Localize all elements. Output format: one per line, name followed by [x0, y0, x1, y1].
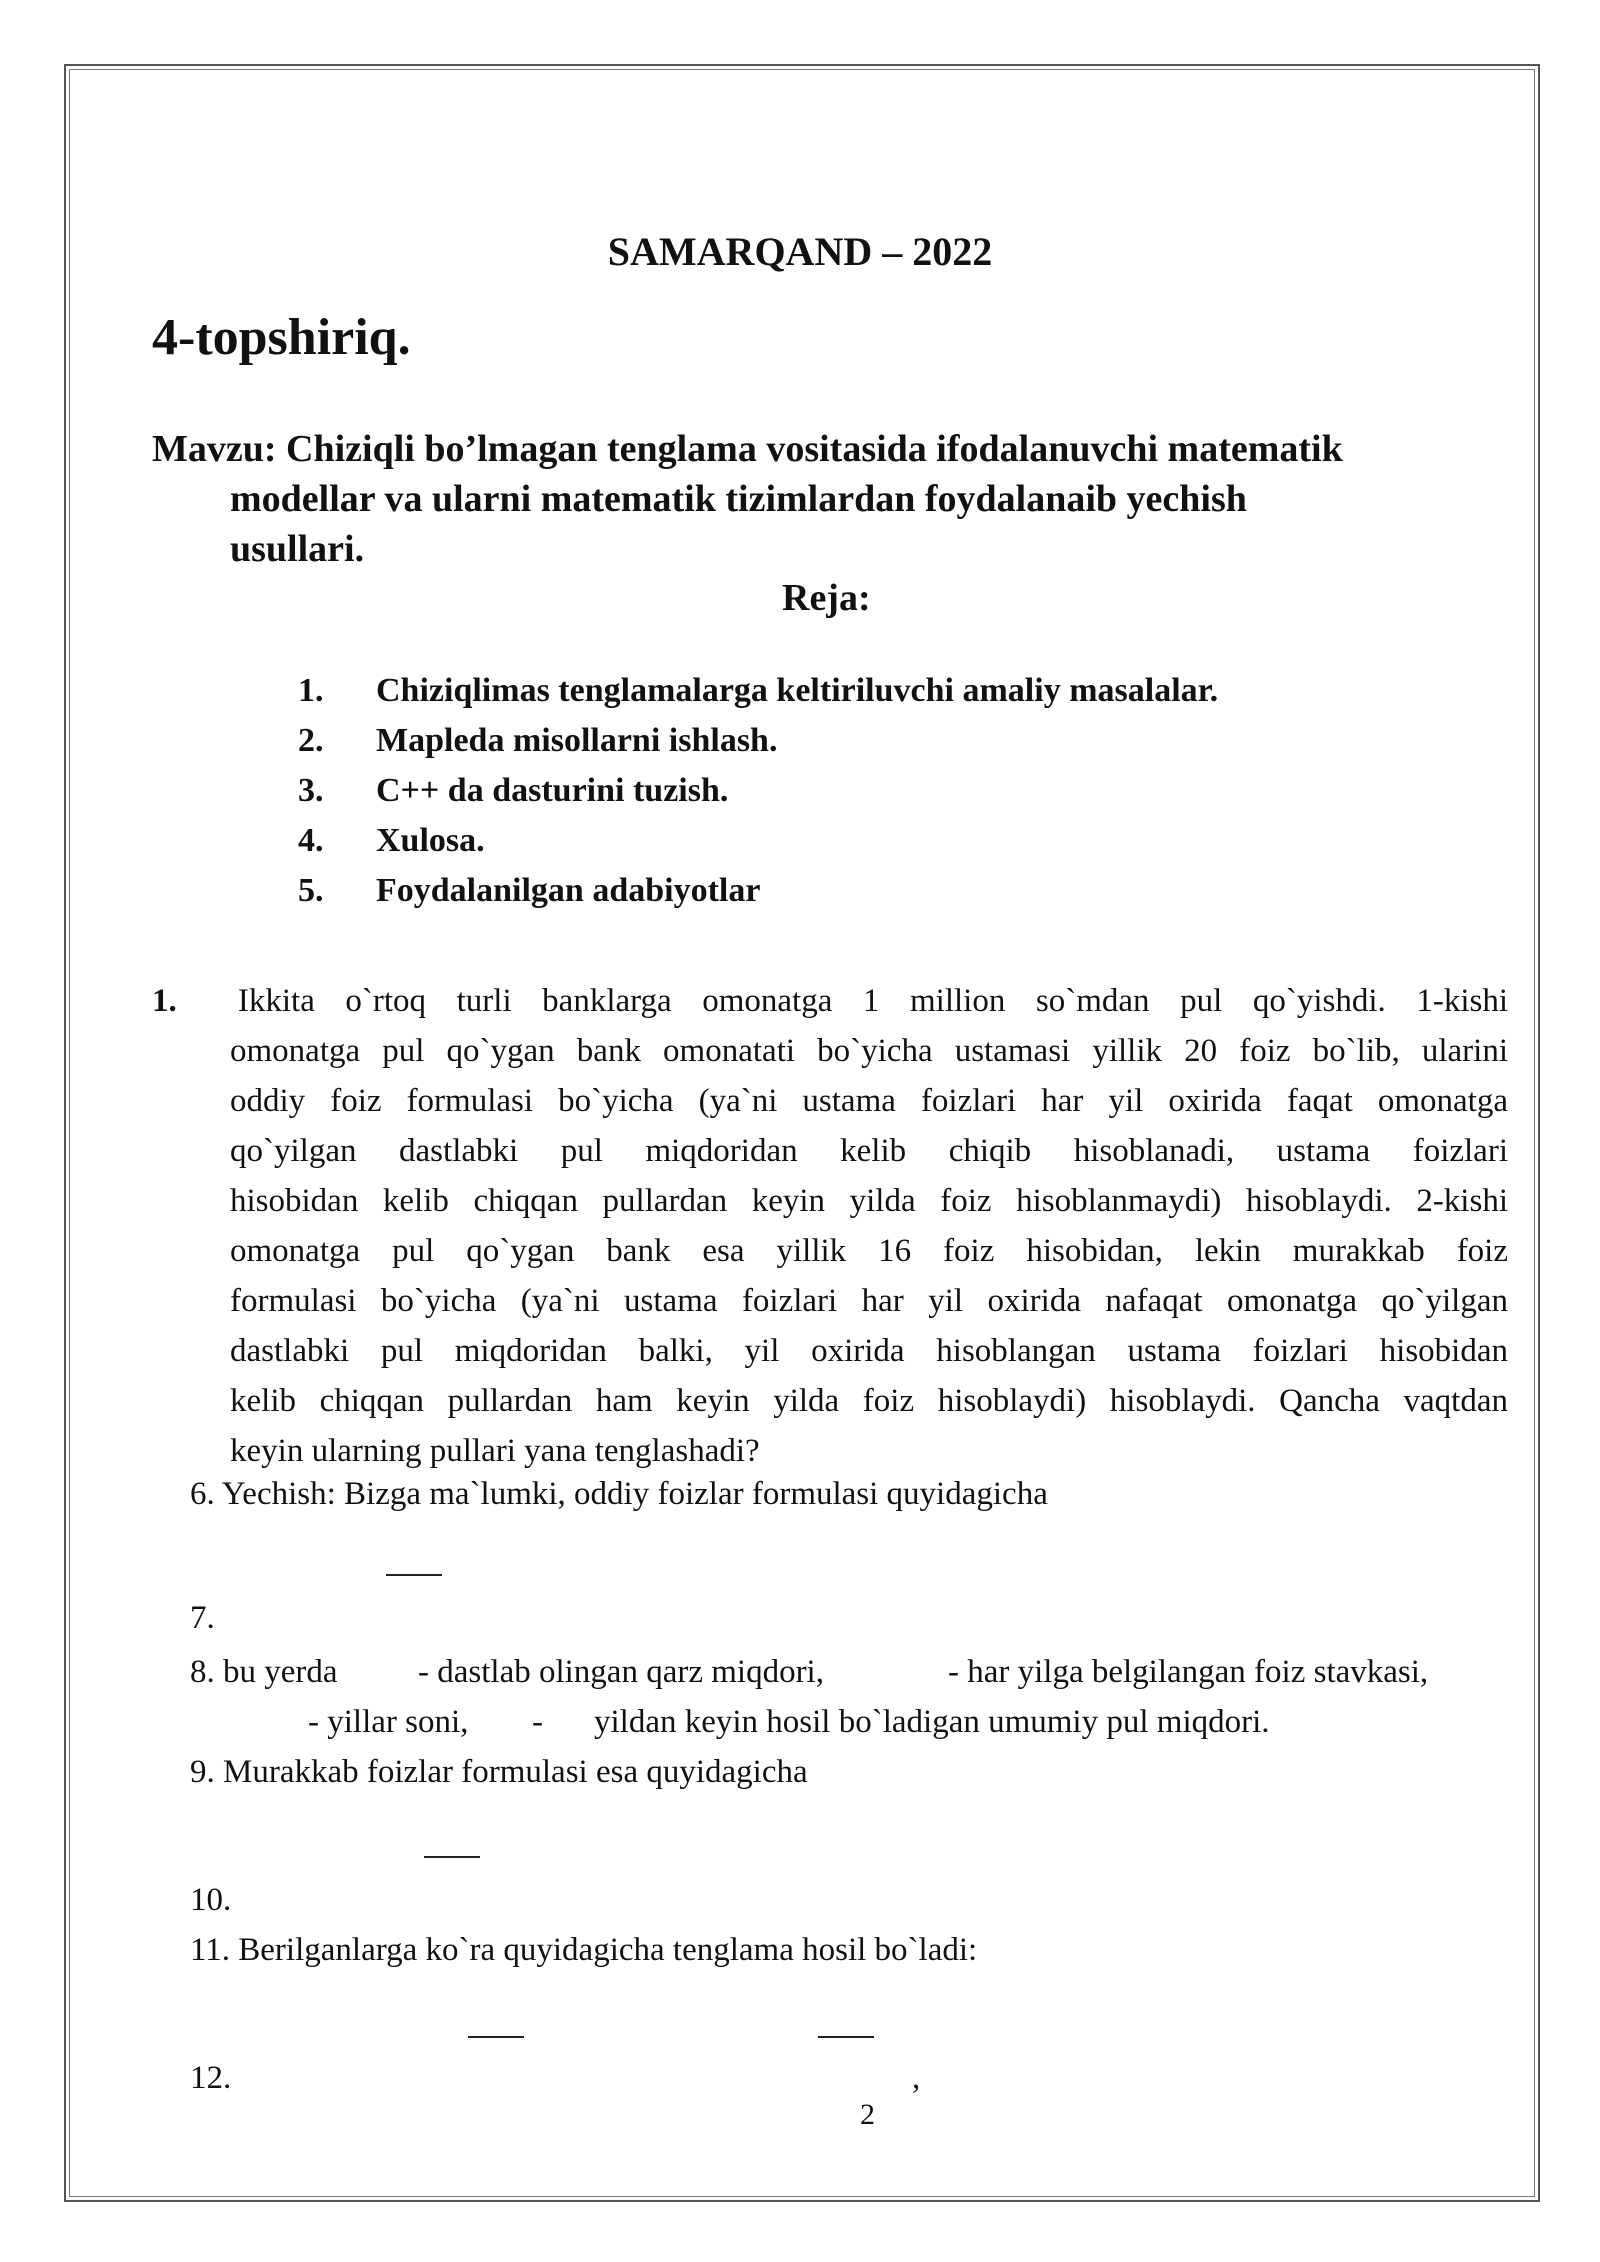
problem-line-8: dastlabki pul miqdoridan balki, yil oxirida hisoblangan ustama foizlari hisobidan	[230, 1333, 1508, 1369]
problem-line-5: hisobidan kelib chiqqan pullardan keyin yilda foiz hisoblanmaydi) hisoblaydi. 2-kishi	[230, 1183, 1508, 1219]
plan-item-5: 5. Foydalanilgan adabiyotlar	[298, 872, 761, 909]
document-header: SAMARQAND – 2022	[607, 229, 993, 274]
problem-number: 1.	[152, 983, 177, 1019]
problem-line-3: oddiy foiz formulasi bo`yicha (ya`ni ustama foizlari har yil oxirida faqat omonatga	[230, 1083, 1508, 1119]
plan-item-2: 2. Mapleda misollarni ishlash.	[298, 722, 778, 759]
topic-line-2: modellar va ularni matematik tizimlardan foydalanaib yechish	[230, 478, 1247, 520]
topic-line-3: usullari.	[230, 528, 365, 570]
topic	[152, 424, 1512, 574]
problem-line-4: qo`yilgan dastlabki pul miqdoridan kelib chiqib hisoblanadi, ustama foizlari	[230, 1133, 1508, 1169]
problem-line-9: kelib chiqqan pullardan ham keyin yilda foiz hisoblaydi) hisoblaydi. Qancha vaqtdan	[230, 1383, 1508, 1419]
step-12: 12.	[190, 2060, 232, 2096]
task-title: 4-topshiriq.	[152, 309, 411, 366]
step-11: 11. Berilganlarga ko`ra quyidagicha tenglama hosil bo`ladi:	[190, 1932, 978, 1968]
step-8-rate: - har yilga belgilangan foiz stavkasi,	[948, 1654, 1429, 1690]
fraction-bar	[468, 2036, 524, 2038]
problem-line-7: formulasi bo`yicha (ya`ni ustama foizlari har yil oxirida nafaqat omonatga qo`yilgan	[230, 1283, 1508, 1319]
topic-line-1: Mavzu: Chiziqli bo’lmagan tenglama vositasida ifodalanuvchi matematik	[152, 428, 1343, 470]
step-9: 9. Murakkab foizlar formulasi esa quyidagicha	[190, 1754, 808, 1790]
problem-line-1: 1. Ikkita o`rtoq turli banklarga omonatga 1 million so`mdan pul qo`yishdi. 1-kishi	[152, 983, 1508, 1019]
plan-item-3: 3. C++ da dasturini tuzish.	[298, 772, 729, 809]
plan-item-4: 4. Xulosa.	[298, 822, 485, 859]
step-10: 10.	[190, 1882, 232, 1918]
fraction-bar	[818, 2036, 874, 2038]
step-7: 7.	[190, 1600, 215, 1636]
problem-statement	[152, 976, 1508, 1476]
fraction-bar	[386, 1574, 442, 1576]
plan-heading: Reja:	[782, 577, 871, 619]
step-8-dash: -	[532, 1704, 543, 1740]
page-number: 2	[860, 2098, 875, 2131]
problem-line-6: omonatga pul qo`ygan bank esa yillik 16 foiz hisobidan, lekin murakkab foiz	[230, 1233, 1508, 1269]
problem-line-10: keyin ularning pullari yana tenglashadi?	[230, 1433, 760, 1469]
step-6: 6. Yechish: Bizga ma`lumki, oddiy foizlar formulasi quyidagicha	[190, 1476, 1048, 1512]
step-8-label: 8. bu yerda	[190, 1654, 338, 1690]
fraction-bar	[424, 1856, 480, 1858]
step-8-total: yildan keyin hosil bo`ladigan umumiy pul miqdori.	[594, 1704, 1270, 1740]
problem-line-2: omonatga pul qo`ygan bank omonatati bo`yicha ustamasi yillik 20 foiz bo`lib, ularini	[230, 1033, 1508, 1069]
step-12-comma: ,	[912, 2060, 921, 2096]
step-8-principal: - dastlab olingan qarz miqdori,	[418, 1654, 824, 1690]
plan-item-1: 1. Chiziqlimas tenglamalarga keltiriluvchi amaliy masalalar.	[298, 672, 1219, 709]
step-8-years: - yillar soni,	[308, 1704, 469, 1740]
